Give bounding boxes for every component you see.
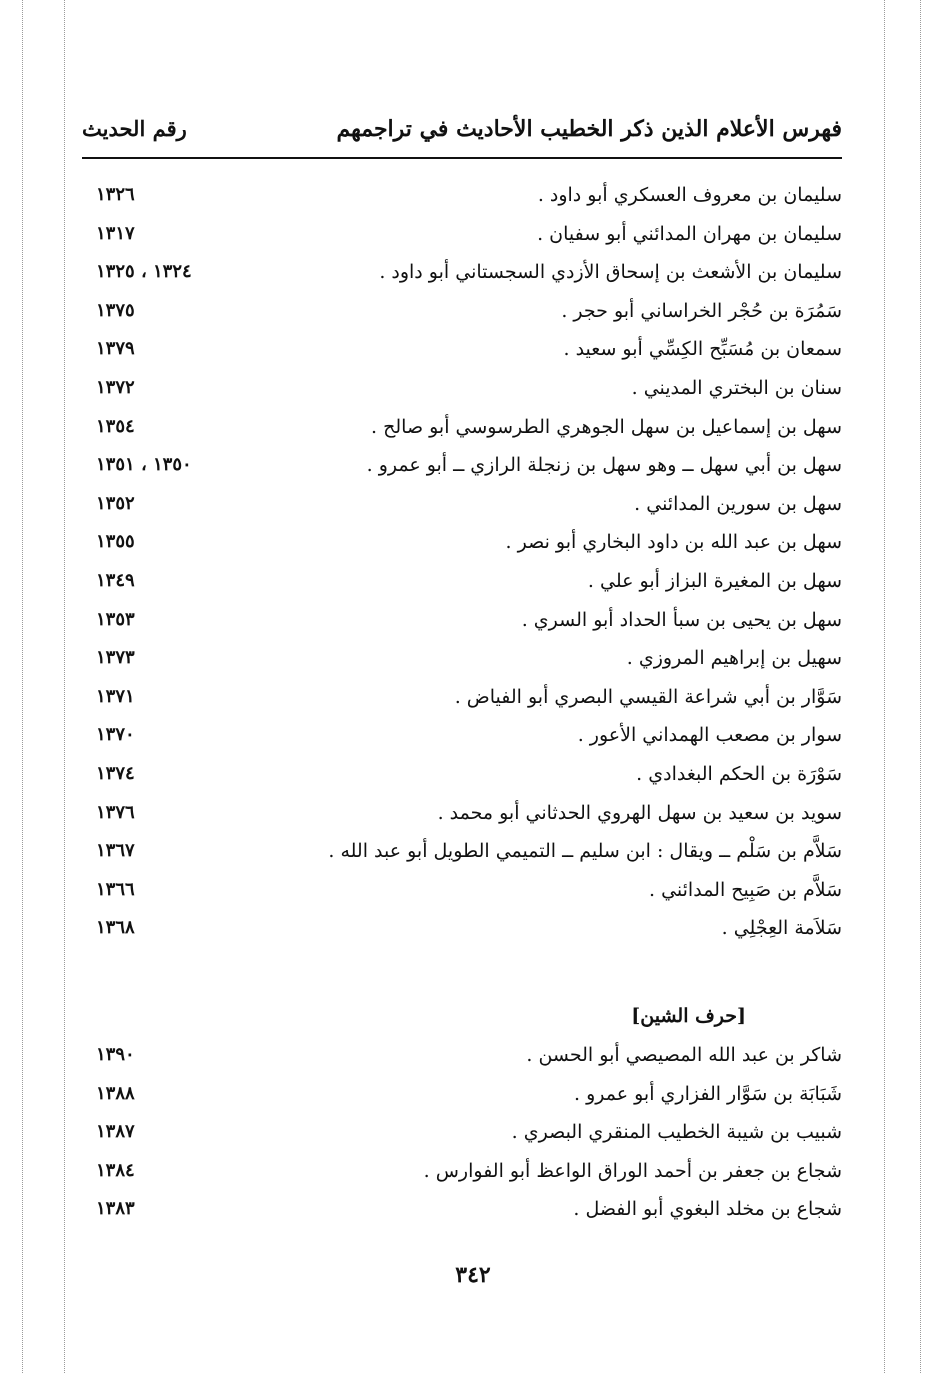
index-entry xyxy=(82,292,842,331)
hadith-numbers: ١٣٨٣ xyxy=(96,1198,135,1220)
hadith-numbers: ١٣٧٣ xyxy=(96,647,135,669)
hadith-numbers: ١٣٧١ xyxy=(96,685,135,707)
index-entry xyxy=(82,523,842,562)
narrator-name: سهل بن سورين المدائني . xyxy=(634,492,842,515)
section-title: [حرف الشين] xyxy=(631,1005,746,1027)
hadith-numbers: ١٣٧٤ xyxy=(96,762,135,784)
narrator-name: سليمان بن الأشعث بن إسحاق الأزدي السجستاني أبو داود . xyxy=(379,261,842,284)
hadith-numbers: ١٣٥٣ xyxy=(96,608,135,630)
hadith-numbers: ١٣٥٤ xyxy=(96,415,135,437)
hadith-numbers: ١٣٧٢ xyxy=(96,376,135,398)
narrator-name: شَبَابَة بن سَوَّار الفزاري أبو عمرو . xyxy=(574,1082,842,1105)
narrator-name: سهل بن إسماعيل بن سهل الجوهري الطرسوسي أبو صالح . xyxy=(371,415,842,438)
hadith-numbers: ١٣٦٧ xyxy=(96,840,135,862)
narrator-name: سهل بن أبي سهل ــ وهو سهل بن زنجلة الرازي ــ أبو عمرو . xyxy=(366,454,842,477)
narrator-name: سَلاَّم بن صَبِيح المدائني . xyxy=(649,878,842,901)
header-rule xyxy=(82,157,842,159)
scan-edge-right xyxy=(920,0,921,1373)
index-entry xyxy=(82,794,842,833)
index-entry xyxy=(82,639,842,678)
index-entry xyxy=(82,215,842,254)
hadith-numbers: ١٣٧٠ xyxy=(96,724,135,746)
index-entry xyxy=(82,678,842,717)
hadith-numbers: ١٣٦٨ xyxy=(96,917,135,939)
narrator-name: شجاع بن مخلد البغوي أبو الفضل . xyxy=(573,1198,842,1221)
index-title: فهرس الأعلام الذين ذكر الخطيب الأحاديث في تراجمهم xyxy=(336,116,842,142)
index-entry xyxy=(82,716,842,755)
hadith-numbers: ١٣٧٥ xyxy=(96,299,135,321)
index-entry xyxy=(82,253,842,292)
narrator-name: شجاع بن جعفر بن أحمد الوراق الواعظ أبو الفوارس . xyxy=(423,1159,842,1182)
page-header xyxy=(82,110,842,150)
narrator-name: سويد بن سعيد بن سهل الهروي الحدثاني أبو محمد . xyxy=(437,801,842,824)
narrator-name: سهل بن المغيرة البزاز أبو علي . xyxy=(587,569,842,592)
scan-edge-left xyxy=(22,0,23,1373)
hadith-numbers: ١٣٨٤ xyxy=(96,1159,135,1181)
index-entry xyxy=(82,832,842,871)
narrator-name: سمعان بن مُسَبِّح الكِسِّي أبو سعيد . xyxy=(563,338,842,361)
index-entry xyxy=(82,369,842,408)
index-entry xyxy=(82,1036,842,1075)
index-entry xyxy=(82,1113,842,1152)
hadith-numbers: ١٣٨٨ xyxy=(96,1082,135,1104)
narrator-name: سَوَّار بن أبي شراعة القيسي البصري أبو الفياض . xyxy=(454,685,842,708)
index-entry xyxy=(82,871,842,910)
index-entry xyxy=(82,909,842,948)
index-entry xyxy=(82,408,842,447)
hadith-number-column-label: رقم الحديث xyxy=(82,116,187,141)
narrator-name: سهيل بن إبراهيم المروزي . xyxy=(626,647,842,670)
index-list-shin xyxy=(82,1036,842,1229)
section-heading-shin xyxy=(82,998,842,1034)
hadith-numbers: ١٣٧٦ xyxy=(96,801,135,823)
page-number: ٣٤٢ xyxy=(455,1262,491,1288)
hadith-numbers: ١٣٩٠ xyxy=(96,1044,135,1065)
hadith-numbers: ١٣٨٧ xyxy=(96,1121,135,1143)
narrator-name: سهل بن عبد الله بن داود البخاري أبو نصر . xyxy=(505,531,842,554)
narrator-name: سَوْرَة بن الحكم البغدادي . xyxy=(636,762,842,785)
narrator-name: سليمان بن مهران المدائني أبو سفيان . xyxy=(537,222,842,245)
hadith-numbers: ١٣٦٦ xyxy=(96,878,135,900)
hadith-numbers: ١٣٧٩ xyxy=(96,338,135,360)
narrator-name: سَلاَّم بن سَلْم ــ ويقال : ابن سليم ــ التميمي الطويل أبو عبد الله . xyxy=(328,840,842,863)
hadith-numbers: ١٣٥٥ xyxy=(96,531,135,553)
narrator-name: سَلاَمة العِجْلِي . xyxy=(721,917,842,940)
narrator-name: سوار بن مصعب الهمداني الأعور . xyxy=(577,724,842,747)
hadith-numbers: ١٣٢٤ ، ١٣٢٥ xyxy=(96,261,192,283)
index-entry xyxy=(82,1190,842,1229)
hadith-numbers: ١٣١٧ xyxy=(96,222,135,244)
scan-edge-right-inner xyxy=(884,0,885,1373)
narrator-name: شبيب بن شيبة الخطيب المنقري البصري . xyxy=(511,1121,842,1144)
index-entry xyxy=(82,562,842,601)
scan-edge-left-inner xyxy=(64,0,65,1373)
index-entry xyxy=(82,755,842,794)
hadith-numbers: ١٣٥٠ ، ١٣٥١ xyxy=(96,454,192,476)
index-entry xyxy=(82,176,842,215)
index-list-sin xyxy=(82,176,842,948)
index-entry xyxy=(82,446,842,485)
narrator-name: سَمُرَة بن حُجْر الخراساني أبو حجر . xyxy=(561,299,842,322)
index-entry xyxy=(82,1152,842,1191)
index-entry xyxy=(82,330,842,369)
index-entry xyxy=(82,485,842,524)
narrator-name: سهل بن يحيى بن سبأ الحداد أبو السري . xyxy=(521,608,842,631)
index-entry xyxy=(82,1075,842,1114)
index-entry xyxy=(82,601,842,640)
hadith-numbers: ١٣٥٢ xyxy=(96,492,135,514)
narrator-name: سليمان بن معروف العسكري أبو داود . xyxy=(537,184,842,206)
hadith-numbers: ١٣٤٩ xyxy=(96,569,135,591)
hadith-numbers: ١٣٢٦ xyxy=(96,184,135,205)
narrator-name: شاكر بن عبد الله المصيصي أبو الحسن . xyxy=(526,1044,842,1066)
narrator-name: سنان بن البختري المديني . xyxy=(631,376,842,399)
